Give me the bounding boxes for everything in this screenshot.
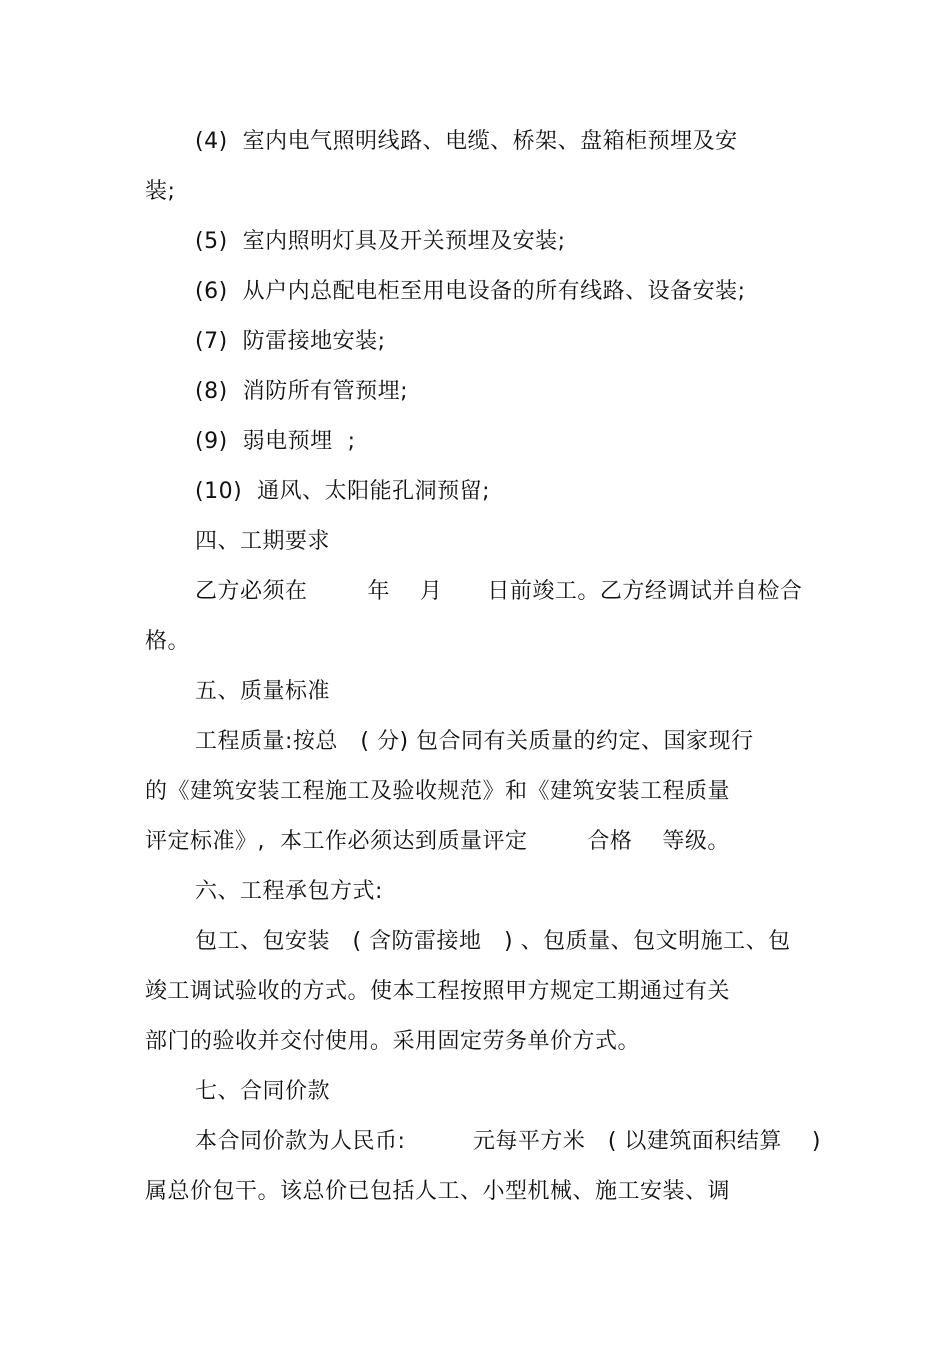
section-heading-6: 六、工程承包方式:: [195, 879, 383, 904]
list-item-6: (6) 从户内总配电柜至用电设备的所有线路、设备安装;: [195, 279, 746, 304]
paragraph-price: 本合同价款为人民币: 元每平方米 ( 以建筑面积结算 ): [195, 1129, 821, 1154]
section-heading-5: 五、质量标准: [195, 679, 331, 704]
list-item-4-continuation: 装;: [145, 179, 176, 204]
section-heading-4: 四、工期要求: [195, 529, 331, 554]
section-heading-7: 七、合同价款: [195, 1079, 331, 1104]
list-item-8: (8) 消防所有管预埋;: [195, 379, 409, 404]
paragraph-contract-method-line-3: 部门的验收并交付使用。采用固定劳务单价方式。: [145, 1029, 641, 1054]
paragraph-quality-line-3: 评定标准》, 本工作必须达到质量评定 合格 等级。: [145, 829, 730, 854]
list-item-5: (5) 室内照明灯具及开关预埋及安装;: [195, 229, 566, 254]
list-item-10: (10) 通风、太阳能孔洞预留;: [195, 479, 491, 504]
list-item-4: (4) 室内电气照明线路、电缆、桥架、盘箱柜预埋及安: [195, 129, 738, 154]
paragraph-contract-method-line-2: 竣工调试验收的方式。使本工程按照甲方规定工期通过有关: [145, 979, 731, 1004]
paragraph-schedule: 乙方必须在 年 月 日前竣工。乙方经调试并自检合: [195, 579, 803, 604]
paragraph-contract-method: 包工、包安装 ( 含防雷接地 ) 、包质量、包文明施工、包: [195, 929, 791, 954]
paragraph-quality: 工程质量:按总 ( 分) 包合同有关质量的约定、国家现行: [195, 729, 754, 754]
paragraph-schedule-continuation: 格。: [145, 629, 191, 654]
list-item-7: (7) 防雷接地安装;: [195, 329, 386, 354]
list-item-9: (9) 弱电预埋 ;: [195, 429, 356, 454]
paragraph-quality-line-2: 的《建筑安装工程施工及验收规范》和《建筑安装工程质量: [145, 779, 731, 804]
paragraph-price-line-2: 属总价包干。该总价已包括人工、小型机械、施工安装、调: [145, 1179, 731, 1204]
